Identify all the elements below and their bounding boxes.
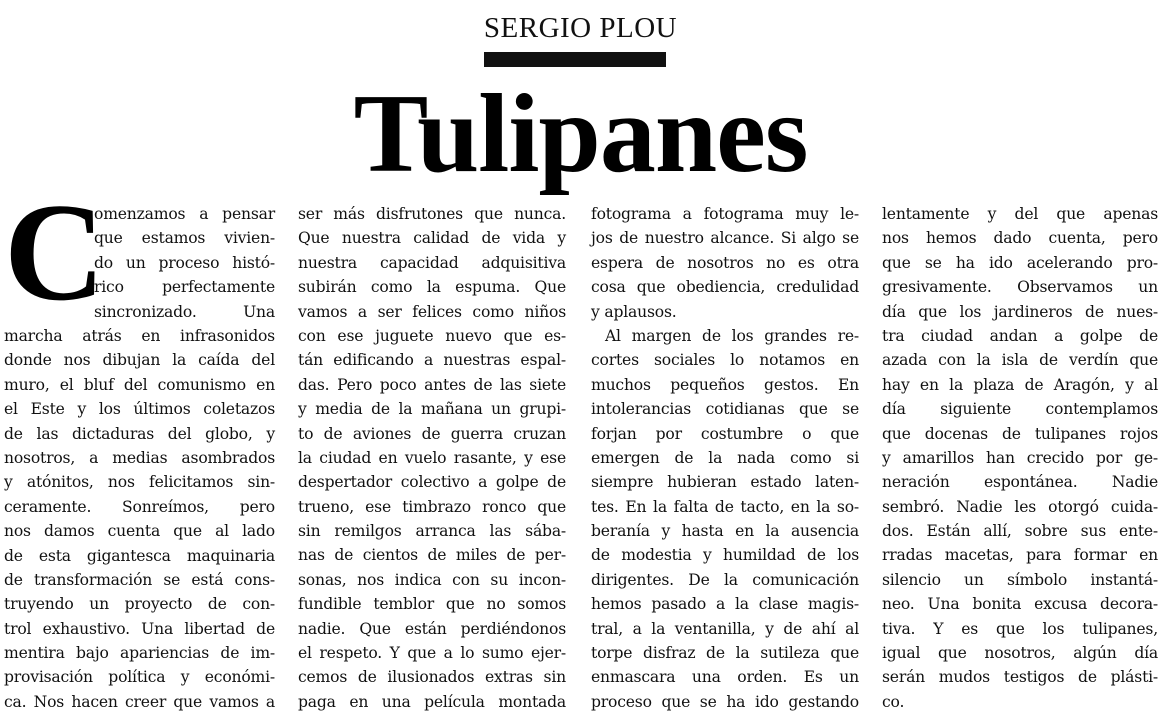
text-line: tán edificando a nuestras espal- [298, 351, 566, 370]
text-line: sin remilgos arranca las sába- [298, 522, 566, 541]
text-line: vamos a ser felices como niños [298, 302, 566, 321]
text-line: muro, el bluf del comunismo en [4, 375, 275, 394]
text-line: nosotros, a medias asombrados [4, 448, 275, 467]
author-byline: SERGIO PLOU [483, 12, 678, 44]
text-line: muchos pequeños gestos. En [591, 375, 859, 394]
text-line: tiva. Y es que los tulipanes, [882, 619, 1158, 638]
text-line: rico perfectamente [94, 278, 275, 297]
text-line: dirigentes. De la comunicación [591, 570, 859, 589]
text-line: con ese juguete nuevo que es- [298, 326, 566, 345]
text-line: dos. Están allí, sobre sus ente- [882, 522, 1158, 541]
text-line: subirán como la espuma. Que [298, 278, 566, 297]
text-line: beranía y hasta en la ausencia [591, 522, 859, 541]
text-line: forjan por costumbre o que [591, 424, 859, 443]
text-line: rradas macetas, para formar en [882, 546, 1158, 565]
text-line: hemos pasado a la clase magis- [591, 595, 859, 614]
text-line: omenzamos a pensar [94, 205, 275, 223]
text-line: día que los jardineros de nues- [882, 302, 1158, 321]
text-line: cosa que obediencia, credulidad [591, 278, 859, 297]
text-line: sonas, nos indica con su incon- [298, 570, 566, 589]
text-line: lentamente y del que apenas [882, 205, 1158, 223]
text-line: gresivamente. Observamos un [882, 278, 1158, 297]
text-line: das. Pero poco antes de las siete [298, 375, 566, 394]
text-line: que docenas de tulipanes rojos [882, 424, 1158, 443]
text-line: tra ciudad andan a golpe de [882, 326, 1158, 345]
text-line: jos de nuestro alcance. Si algo se [591, 229, 859, 248]
text-line: torpe disfraz de la sutileza que [591, 644, 859, 663]
text-line: que se ha ido acelerando pro- [882, 253, 1158, 272]
article-column-1 [4, 175, 275, 711]
text-line: y media de la mañana un grupi- [298, 400, 566, 419]
text-line: azada con la isla de verdín que [882, 351, 1158, 370]
text-line: co. [882, 692, 905, 711]
text-line: serán mudos testigos de plásti- [882, 668, 1158, 687]
text-line: ceramente. Sonreímos, pero [4, 497, 275, 516]
drop-cap-lines [94, 202, 275, 324]
text-line: paga en una película montada [298, 692, 566, 711]
text-line: do un proceso histó- [94, 253, 275, 272]
text-line: hay en la plaza de Aragón, y al [882, 375, 1158, 394]
text-line: truyendo un proyecto de con- [4, 595, 275, 614]
text-line: y amarillos han crecido por ge- [882, 448, 1158, 467]
text-line: trueno, ese timbrazo ronco que [298, 497, 566, 516]
text-line: que estamos vivien- [94, 229, 275, 248]
text-line: nadie. Que están perdiéndonos [298, 619, 566, 638]
text-line: y aplausos. [591, 302, 677, 321]
byline-rule [484, 52, 666, 67]
text-line: enmascara una orden. Es un [591, 668, 859, 687]
text-line: el respeto. Y que a lo sumo ejer- [298, 644, 566, 663]
text-line: nuestra capacidad adquisitiva [298, 253, 566, 272]
text-line: nas de cientos de miles de per- [298, 546, 566, 565]
text-line: intolerancias cotidianas que se [591, 400, 859, 419]
text-line: provisación política y económi- [4, 668, 275, 687]
article-column-3 [591, 202, 859, 711]
text-line: neo. Una bonita excusa decora- [882, 595, 1158, 614]
text-line: emergen de la nada como si [591, 448, 859, 467]
text-line: ca. Nos hacen creer que vamos a [4, 692, 275, 711]
text-line: cemos de ilusionados extras sin [298, 668, 566, 687]
text-line: trol exhaustivo. Una libertad de [4, 619, 275, 638]
text-line: de esta gigantesca maquinaria [4, 546, 275, 565]
text-line: to de aviones de guerra cruzan [298, 424, 566, 443]
text-line: nos damos cuenta que al lado [4, 522, 275, 541]
text-line: de modestia y humildad de los [591, 546, 859, 565]
text-line: y atónitos, nos felicitamos sin- [4, 473, 275, 492]
text-line: cortes sociales lo notamos en [591, 351, 859, 370]
article-column-2 [298, 202, 566, 711]
text-line: nos hemos dado cuenta, pero [882, 229, 1158, 248]
column-1-body [4, 324, 275, 714]
text-line: tes. En la falta de tacto, en la so- [591, 497, 859, 516]
article-title: Tulipanes [353, 72, 808, 196]
text-line: marcha atrás en infrasonidos [4, 327, 275, 345]
text-line: silencio un símbolo instantá- [882, 570, 1158, 589]
text-line: siempre hubieran estado laten- [591, 473, 859, 492]
text-line: despertador colectivo a golpe de [298, 473, 566, 492]
text-line: donde nos dibujan la caída del [4, 351, 275, 370]
article-column-4 [882, 202, 1158, 711]
text-line: neración espontánea. Nadie [882, 473, 1158, 492]
text-line: de las dictaduras del globo, y [4, 424, 275, 443]
text-line: fundible temblor que no somos [298, 595, 566, 614]
text-line: día siguiente contemplamos [882, 400, 1158, 419]
text-line: espera de nosotros no es otra [591, 253, 859, 272]
text-line: Que nuestra calidad de vida y [298, 229, 566, 248]
text-line: proceso que se ha ido gestando [591, 692, 859, 711]
drop-cap-block [4, 175, 275, 330]
text-line: el Este y los últimos coletazos [4, 400, 275, 419]
text-line: Al margen de los grandes re- [605, 326, 859, 345]
text-line: fotograma a fotograma muy le- [591, 205, 859, 223]
text-line: de transformación se está cons- [4, 570, 275, 589]
text-line: sincronizado. Una [94, 302, 275, 321]
text-line: ser más disfrutones que nunca. [298, 205, 566, 223]
text-line: tral, a la ventanilla, y de ahí al [591, 619, 859, 638]
text-line: la ciudad en vuelo rasante, y ese [298, 448, 566, 467]
text-line: mentira bajo apariencias de im- [4, 644, 275, 663]
drop-cap: C [4, 175, 106, 330]
text-line: igual que nosotros, algún día [882, 644, 1158, 663]
text-line: sembró. Nadie les otorgó cuida- [882, 497, 1158, 516]
